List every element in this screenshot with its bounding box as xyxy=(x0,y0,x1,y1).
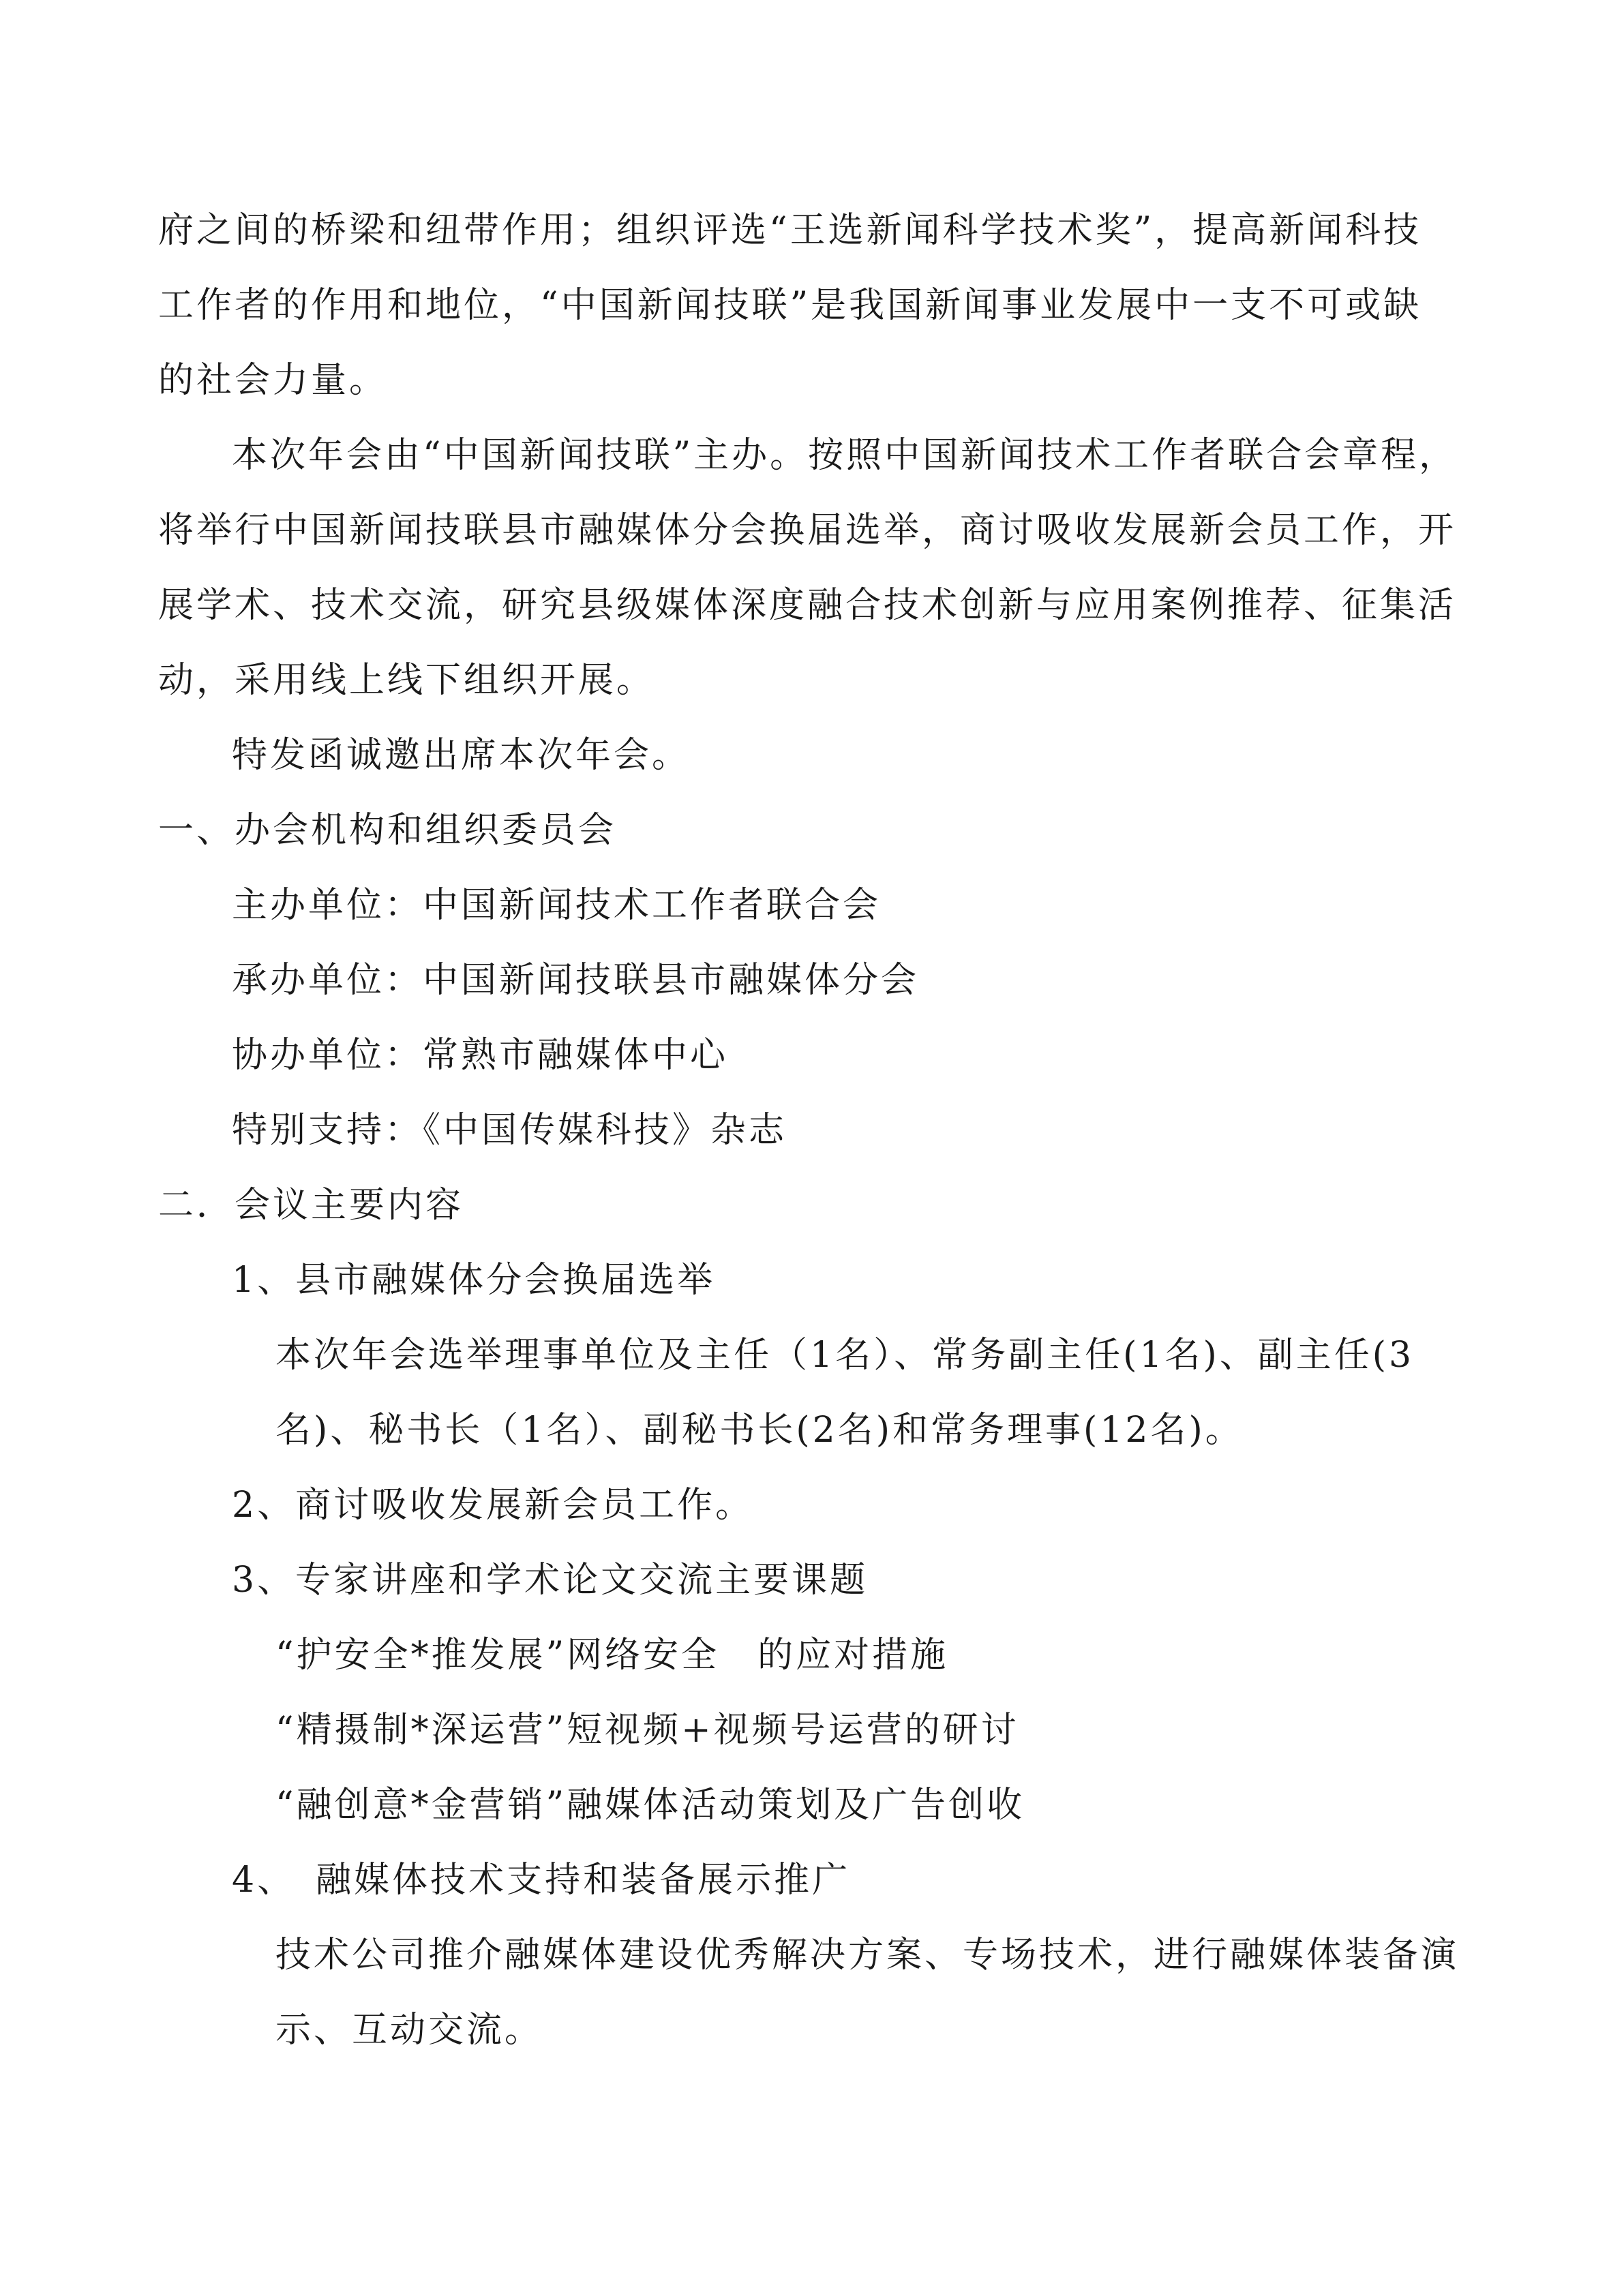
body-text-line: 将举行中国新闻技联县市融媒体分会换届选举，商讨吸收发展新会员工作，开 xyxy=(158,510,1457,551)
list-item-title: 1、县市融媒体分会换届选举 xyxy=(232,1260,716,1301)
body-text-line: 本次年会由“中国新闻技联”主办。按照中国新闻技术工作者联合会章程， xyxy=(232,435,1458,476)
topic-line: “融创意*金营销”融媒体活动策划及广告创收 xyxy=(275,1785,1025,1826)
list-item-title: 4、 融媒体技术支持和装备展示推广 xyxy=(232,1860,851,1901)
body-text-line: 工作者的作用和地位，“中国新闻技联”是我国新闻事业发展中一支不可或缺 xyxy=(158,285,1422,326)
body-text-line: 示、互动交流。 xyxy=(275,2010,543,2051)
body-text-line: 特发函诚邀出席本次年会。 xyxy=(232,735,691,776)
body-text-line: 名)、秘书长（1名）、副秘书长(2名)和常务理事(12名)。 xyxy=(275,1410,1244,1451)
list-item-title: 2、商讨吸收发展新会员工作。 xyxy=(232,1485,754,1526)
body-text-line: 展学术、技术交流，研究县级媒体深度融合技术创新与应用案例推荐、征集活 xyxy=(158,585,1457,626)
body-text-line: 的社会力量。 xyxy=(158,360,388,401)
body-text-line: 动，采用线上线下组织开展。 xyxy=(158,660,655,701)
body-text-line: 技术公司推介融媒体建设优秀解决方案、专场技术，进行融媒体装备演 xyxy=(275,1935,1460,1976)
section-heading: 一、办会机构和组织委员会 xyxy=(158,810,617,851)
list-item-title: 3、专家讲座和学术论文交流主要课题 xyxy=(232,1560,869,1601)
body-text-line: 府之间的桥梁和纽带作用；组织评选“王选新闻科学技术奖”，提高新闻科技 xyxy=(158,210,1422,251)
topic-line: “精摄制*深运营”短视频+视频号运营的研讨 xyxy=(275,1710,1019,1751)
organizer-item: 特别支持：《中国传媒科技》杂志 xyxy=(232,1110,787,1151)
organizer-item: 协办单位：常熟市融媒体中心 xyxy=(232,1035,729,1076)
body-text-line: 本次年会选举理事单位及主任（1名）、常务副主任(1名)、副主任(3 xyxy=(275,1335,1415,1376)
section-heading: 二．会议主要内容 xyxy=(158,1185,464,1226)
organizer-item: 承办单位：中国新闻技联县市融媒体分会 xyxy=(232,960,920,1001)
organizer-item: 主办单位：中国新闻技术工作者联合会 xyxy=(232,885,882,926)
topic-line: “护安全*推发展”网络安全 的应对措施 xyxy=(275,1635,949,1676)
